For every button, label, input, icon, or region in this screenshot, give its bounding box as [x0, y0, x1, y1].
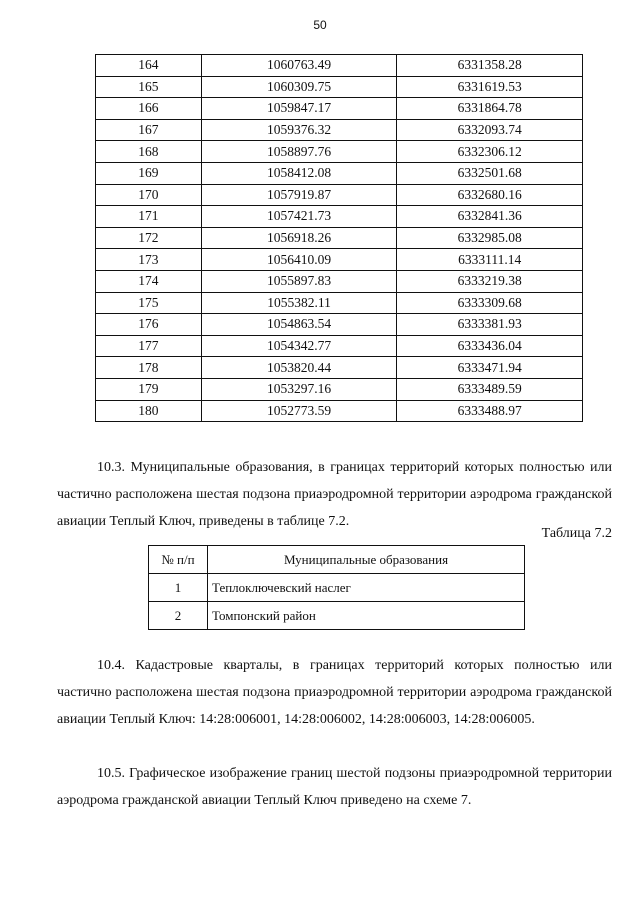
table-row — [96, 141, 583, 163]
point-number: 175 — [96, 292, 202, 314]
point-number: 177 — [96, 335, 202, 357]
coord-y: 6332306.12 — [397, 141, 583, 163]
table-row — [96, 292, 583, 314]
coord-x: 1057919.87 — [201, 184, 397, 206]
coord-x: 1056918.26 — [201, 227, 397, 249]
municipalities-table-header — [149, 546, 525, 574]
coord-x: 1056410.09 — [201, 249, 397, 271]
table-row — [96, 55, 583, 77]
coord-x: 1053297.16 — [201, 378, 397, 400]
coord-y: 6333471.94 — [397, 357, 583, 379]
table-row — [149, 574, 525, 602]
table-row — [96, 314, 583, 336]
coord-y: 6332985.08 — [397, 227, 583, 249]
paragraph-10-3 — [57, 454, 612, 535]
point-number: 171 — [96, 206, 202, 228]
point-number: 165 — [96, 76, 202, 98]
coord-y: 6333381.93 — [397, 314, 583, 336]
point-number: 179 — [96, 378, 202, 400]
table-row — [96, 400, 583, 422]
point-number: 173 — [96, 249, 202, 271]
header-name: Муниципальные образования — [208, 546, 525, 574]
table-row — [96, 184, 583, 206]
point-number: 164 — [96, 55, 202, 77]
row-name: Томпонский район — [208, 602, 525, 630]
table-row — [96, 357, 583, 379]
coordinates-table-body — [96, 55, 583, 422]
point-number: 172 — [96, 227, 202, 249]
coord-x: 1054342.77 — [201, 335, 397, 357]
coord-y: 6332841.36 — [397, 206, 583, 228]
table-row — [96, 378, 583, 400]
point-number: 169 — [96, 162, 202, 184]
table-row — [96, 98, 583, 120]
header-num: № п/п — [149, 546, 208, 574]
point-number: 178 — [96, 357, 202, 379]
coord-x: 1055897.83 — [201, 270, 397, 292]
point-number: 166 — [96, 98, 202, 120]
table-row — [96, 119, 583, 141]
table-row — [149, 602, 525, 630]
coord-y: 6333219.38 — [397, 270, 583, 292]
coord-y: 6333436.04 — [397, 335, 583, 357]
paragraph-10-5 — [57, 760, 612, 814]
row-num: 1 — [149, 574, 208, 602]
point-number: 170 — [96, 184, 202, 206]
point-number: 180 — [96, 400, 202, 422]
coord-y: 6333111.14 — [397, 249, 583, 271]
table-row — [96, 270, 583, 292]
coord-y: 6333489.59 — [397, 378, 583, 400]
coord-y: 6331358.28 — [397, 55, 583, 77]
coord-y: 6332501.68 — [397, 162, 583, 184]
coord-y: 6331619.53 — [397, 76, 583, 98]
row-num: 2 — [149, 602, 208, 630]
coord-x: 1060763.49 — [201, 55, 397, 77]
coord-x: 1052773.59 — [201, 400, 397, 422]
paragraph-10-4-text: 10.4. Кадастровые кварталы, в границах территорий которых полностью или частично расположена шестая подзона приаэродромной территории аэродрома гражданской авиации Теплый Ключ: 14:28:006001, 14:28:006002, 14:28:006003, 14:28:006005. — [57, 658, 612, 727]
coord-x: 1058897.76 — [201, 141, 397, 163]
coord-x: 1053820.44 — [201, 357, 397, 379]
table-row — [96, 335, 583, 357]
table-row — [96, 206, 583, 228]
table-row — [96, 249, 583, 271]
page-number: 50 — [313, 18, 327, 32]
coord-x: 1058412.08 — [201, 162, 397, 184]
point-number: 176 — [96, 314, 202, 336]
point-number: 168 — [96, 141, 202, 163]
municipalities-table — [148, 545, 525, 630]
coord-y: 6333488.97 — [397, 400, 583, 422]
paragraph-10-5-text: 10.5. Графическое изображение границ шестой подзоны приаэродромной территории аэродрома гражданской авиации Теплый Ключ приведено на схеме 7. — [57, 766, 612, 808]
coordinates-table — [95, 54, 583, 422]
coord-y: 6332093.74 — [397, 119, 583, 141]
table-row — [96, 162, 583, 184]
coord-x: 1060309.75 — [201, 76, 397, 98]
coord-y: 6331864.78 — [397, 98, 583, 120]
coord-x: 1059847.17 — [201, 98, 397, 120]
coord-x: 1059376.32 — [201, 119, 397, 141]
paragraph-10-3-text: 10.3. Муниципальные образования, в границах территорий которых полностью или частично расположена шестая подзона приаэродромной территории аэродрома гражданской авиации Теплый Ключ, приведены в таблице 7.2. — [57, 460, 612, 529]
paragraph-10-4 — [57, 652, 612, 733]
coord-x: 1057421.73 — [201, 206, 397, 228]
table-row — [96, 227, 583, 249]
coord-x: 1054863.54 — [201, 314, 397, 336]
point-number: 174 — [96, 270, 202, 292]
table-7-2-caption: Таблица 7.2 — [541, 526, 612, 541]
point-number: 167 — [96, 119, 202, 141]
coord-y: 6333309.68 — [397, 292, 583, 314]
coord-y: 6332680.16 — [397, 184, 583, 206]
table-row — [96, 76, 583, 98]
row-name: Теплоключевский наслег — [208, 574, 525, 602]
coord-x: 1055382.11 — [201, 292, 397, 314]
